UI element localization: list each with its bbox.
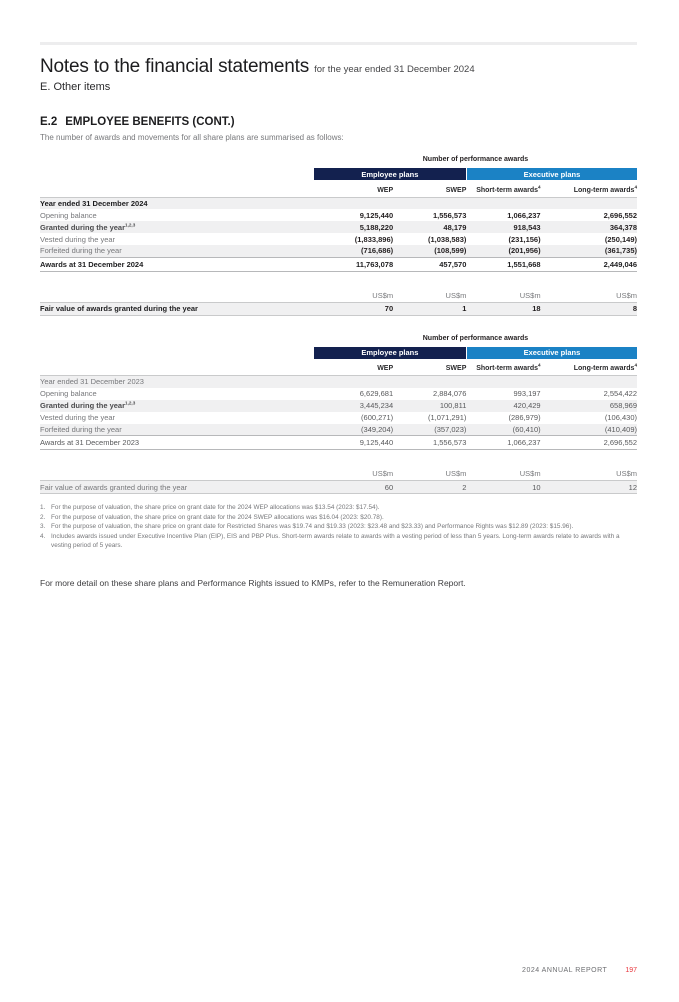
value-cell: 658,969 [609, 401, 637, 410]
value-cell: 9,125,440 [314, 436, 393, 450]
spanner-spacer [40, 335, 314, 347]
footnote-text: Includes awards issued under Executive Incentive Plan (EIP), EIS and PBP Plus. Short-term awards relate to awards with a vesting period of less than 5 years. Long-term awards relate to awards with a vesting period of 5 years. [51, 532, 620, 550]
value-cell: (716,686) [361, 246, 394, 256]
value-cell: 2,884,076 [433, 389, 467, 398]
value-cell: (1,833,896) [354, 234, 394, 244]
group-header-employee-plans: Employee plans [314, 347, 466, 359]
units-cell: US$m [466, 288, 540, 302]
value-cell: (108,599) [434, 246, 467, 256]
footnote-number: 2. [40, 513, 46, 521]
value-cell: 3,445,234 [359, 401, 394, 410]
units-cell: US$m [466, 467, 540, 481]
value-cell: 1,066,237 [507, 210, 541, 220]
value-cell: 420,429 [513, 401, 541, 410]
top-rule [40, 42, 637, 45]
row-label: Granted during the year$^{1,2,3}$ [40, 400, 136, 410]
footnotes [40, 503, 637, 551]
value-cell: 2,449,046 [541, 257, 637, 271]
value-cell: (231,156) [508, 234, 541, 244]
value-cell: 2,696,552 [541, 436, 637, 450]
table-spacer [40, 450, 637, 467]
value-cell: (361,735) [604, 246, 637, 256]
value-cell: 1,556,573 [393, 436, 466, 450]
table-spanner-label: Number of performance awards [422, 156, 529, 163]
value-cell: 2,696,552 [603, 210, 637, 220]
footnote-item [40, 532, 637, 551]
column-header: Short-term awards$^4$ [466, 180, 540, 197]
value-cell: 5,188,220 [359, 222, 394, 232]
column-header-spacer [40, 359, 314, 376]
row-label: Opening balance [40, 389, 97, 398]
footnote-reference: 1,2,3 [125, 222, 136, 227]
value-cell: (60,410) [512, 424, 541, 434]
row-label: Opening balance [40, 210, 97, 220]
value-cell: (357,023) [434, 424, 467, 434]
section-heading-number: E.2 [40, 116, 58, 128]
footnote-number: 1. [40, 504, 46, 511]
value-cell: (1,038,583) [428, 234, 467, 244]
footnote-item [40, 513, 637, 523]
group-header-executive-plans: Executive plans [466, 168, 637, 180]
section-title: E. Other items [40, 81, 111, 93]
awards-table-2024 [40, 156, 637, 316]
year-section-label: Year ended 31 December 2024 [40, 198, 148, 208]
awards-table-2024-container [40, 156, 637, 316]
fair-value-cell: 1 [393, 302, 466, 315]
value-cell: (1,071,291) [428, 413, 467, 422]
spanner-spacer [40, 156, 314, 168]
units-spacer [40, 288, 314, 302]
row-label: Forfeited during the year [40, 246, 122, 256]
footnote-reference: 4 [634, 362, 637, 368]
intro-text: The number of awards and movements for all share plans are summarised as follows: [40, 133, 344, 142]
value-cell: (106,430) [604, 413, 637, 422]
fair-value-cell: 18 [466, 302, 540, 315]
value-cell: (250,149) [604, 234, 637, 244]
column-header: Short-term awards$^4$ [466, 359, 540, 376]
groups-spacer [40, 347, 314, 359]
row-label: Granted during the year$^{1,2,3}$ [40, 222, 136, 232]
row-label: Vested during the year [40, 234, 116, 244]
groups-spacer [40, 168, 314, 180]
units-cell: US$m [541, 288, 637, 302]
awards-table-2023 [40, 335, 637, 495]
footnote-reference: 4 [538, 362, 541, 368]
value-cell: (600,271) [361, 413, 394, 422]
footnote-number: 3. [40, 523, 46, 531]
units-cell: US$m [314, 467, 393, 481]
column-header: SWEP [393, 180, 466, 197]
row-label: Forfeited during the year [40, 424, 122, 434]
value-cell: 11,763,078 [314, 257, 393, 271]
group-header-employee-plans: Employee plans [314, 168, 466, 180]
column-header: Long-term awards$^4$ [541, 180, 637, 197]
awards-table-2023-container [40, 335, 637, 495]
value-cell: 457,570 [393, 257, 466, 271]
footnote-text: For the purpose of valuation, the share price on grant date for the 2024 WEP allocations was $13.54 (2023: $17.54). [51, 504, 380, 511]
footnote-item [40, 503, 637, 513]
footnote-item [40, 522, 637, 532]
closing-paragraph: For more detail on these share plans and Performance Rights issued to KMPs, refer to the Remuneration Report. [40, 578, 466, 589]
value-cell: 2,554,422 [603, 389, 637, 398]
units-cell: US$m [393, 288, 466, 302]
value-cell: 364,378 [609, 222, 637, 232]
fair-value-label: Fair value of awards granted during the year [40, 302, 314, 315]
row-label: Awards at 31 December 2024 [40, 257, 314, 271]
footnote-text: For the purpose of valuation, the share price on grant date for Restricted Shares was $19.74 and $19.33 (2023: $23.48 and $23.33) and Performance Rights was $12.89 (2023: $15.96). [51, 523, 574, 531]
table-spanner-label: Number of performance awards [422, 334, 529, 342]
value-cell: 6,629,681 [359, 389, 394, 398]
units-cell: US$m [314, 288, 393, 302]
footnote-reference: 1,2,3 [125, 400, 136, 406]
table-spacer [40, 271, 637, 288]
column-header: WEP [314, 359, 393, 376]
section-heading [40, 116, 637, 128]
page-footer [522, 967, 637, 974]
column-header: WEP [314, 180, 393, 197]
value-cell: (201,956) [508, 246, 541, 256]
value-cell: (410,409) [604, 424, 637, 434]
fair-value-cell: 60 [314, 481, 393, 494]
value-cell: 1,066,237 [466, 436, 540, 450]
units-cell: US$m [393, 467, 466, 481]
page-header [40, 56, 637, 78]
fair-value-cell: 10 [466, 481, 540, 494]
page-subtitle: for the year ended 31 December 2024 [314, 64, 475, 75]
value-cell: 1,551,668 [466, 257, 540, 271]
footnote-number: 4. [40, 532, 46, 540]
units-cell: US$m [541, 467, 637, 481]
column-header: SWEP [393, 359, 466, 376]
column-header: Long-term awards$^4$ [541, 359, 637, 376]
fair-value-cell: 8 [541, 302, 637, 315]
page-content [0, 42, 679, 588]
value-cell: 993,197 [513, 389, 541, 398]
group-header-executive-plans: Executive plans [466, 347, 637, 359]
footnote-reference: 4 [634, 184, 637, 190]
column-header-spacer [40, 180, 314, 197]
value-cell: (286,979) [508, 413, 541, 422]
value-cell: 100,811 [439, 401, 467, 410]
units-spacer [40, 467, 314, 481]
page-number: 197 [625, 967, 637, 974]
value-cell: (349,204) [361, 424, 394, 434]
section-heading-text: EMPLOYEE BENEFITS (CONT.) [65, 116, 235, 128]
fair-value-cell: 12 [541, 481, 637, 494]
footnote-reference: 4 [538, 184, 541, 190]
year-section-label: Year ended 31 December 2023 [40, 377, 144, 387]
row-label: Vested during the year [40, 413, 116, 422]
value-cell: 918,543 [513, 222, 541, 232]
value-cell: 48,179 [443, 222, 467, 232]
page-title: Notes to the financial statements [40, 56, 310, 77]
row-label: Awards at 31 December 2023 [40, 436, 314, 450]
value-cell: 1,556,573 [433, 210, 467, 220]
report-name: 2024 ANNUAL REPORT [522, 967, 608, 974]
fair-value-cell: 2 [393, 481, 466, 494]
footnote-text: For the purpose of valuation, the share price on grant date for the 2024 SWEP allocations was $16.04 (2023: $20.78). [51, 513, 384, 521]
fair-value-cell: 70 [314, 302, 393, 315]
fair-value-label: Fair value of awards granted during the year [40, 481, 314, 494]
value-cell: 9,125,440 [359, 210, 394, 220]
